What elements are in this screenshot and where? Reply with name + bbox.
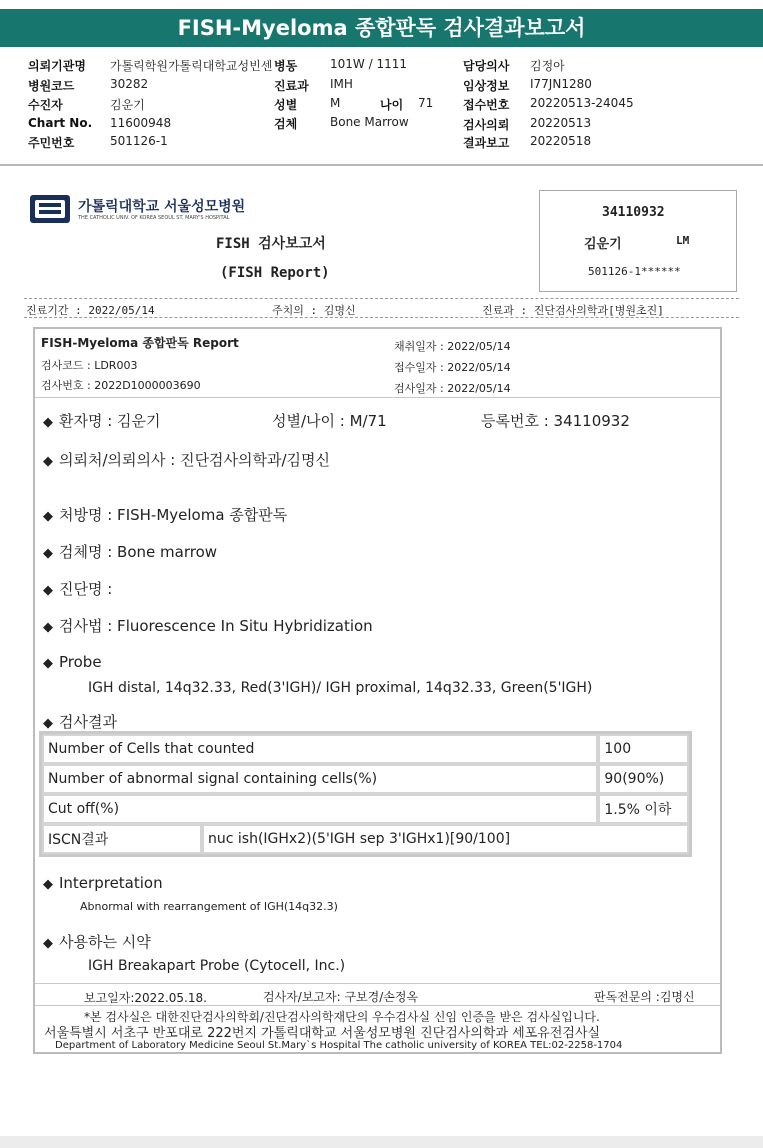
treatment-period: 진료기간 : 2022/05/14 — [26, 304, 155, 317]
address-en: Department of Laboratory Medicine Seoul St.Mary`s Hospital The catholic university of KOREA TEL:02-2258-1704 — [55, 1040, 623, 1051]
referral-row — [43, 449, 330, 470]
test-date: 검사일자 : 2022/05/14 — [394, 382, 511, 395]
specimen-row — [43, 541, 217, 562]
header-label: 진료과 — [274, 79, 309, 93]
header-label: 접수번호 — [463, 98, 510, 112]
tester: 검사자/보고자: 구보경/손정옥 — [263, 990, 419, 1004]
divider — [35, 397, 720, 398]
header-label: 검체 — [274, 117, 298, 131]
report-name: FISH-Myeloma 종합판독 Report — [41, 336, 239, 350]
patient-tag: LM — [676, 234, 690, 247]
header-value: I77JN1280 — [530, 77, 592, 91]
specialist: 판독전문의 :김명신 — [594, 990, 695, 1004]
receipt-date: 접수일자 : 2022/05/14 — [394, 361, 511, 374]
method-row — [43, 615, 373, 636]
referral-text: 의뢰처/의뢰의사 : 진단검사의학과/김명신 — [59, 451, 331, 469]
diamond-icon: ◆ — [43, 509, 53, 524]
iscn-label: ISCN결과 — [42, 824, 202, 854]
diagnosis-row — [43, 578, 112, 599]
report-date: 보고일자:2022.05.18. — [84, 991, 207, 1005]
divider — [0, 164, 763, 166]
diamond-icon: ◆ — [43, 716, 53, 731]
diamond-icon: ◆ — [43, 877, 53, 892]
table-row — [42, 764, 689, 794]
header-label: 나이 — [380, 98, 404, 112]
header-value: M — [330, 96, 341, 110]
interpretation-text: Abnormal with rearrangement of IGH(14q32.3) — [80, 900, 338, 913]
patient-id-box — [539, 190, 737, 292]
header-label: 임상정보 — [463, 79, 510, 93]
bottom-strip — [0, 1136, 763, 1148]
address-kr: 서울특별시 서초구 반포대로 222번지 가톨릭대학교 서울성모병원 진단검사의학과 세포유전검사실 — [44, 1026, 601, 1041]
hospital-name: 가톨릭대학교 서울성모병원 — [78, 199, 246, 215]
divider — [35, 983, 720, 984]
header-value: 501126-1 — [110, 134, 168, 148]
header-value: 20220513-24045 — [530, 96, 634, 110]
header-value: Bone Marrow — [330, 115, 409, 129]
header-label: 수진자 — [28, 98, 63, 112]
prescription-row — [43, 504, 287, 525]
probe-row — [43, 653, 102, 671]
reagent-title: 사용하는 시약 — [59, 933, 151, 951]
result-title: 검사결과 — [59, 713, 117, 731]
header-value: 20220518 — [530, 134, 592, 148]
table-row — [42, 734, 689, 764]
header-value: 가톨릭학원가톨릭대학교성빈센 — [110, 59, 273, 73]
table-row — [42, 824, 689, 854]
test-number: 검사번호 : 2022D1000003690 — [41, 379, 201, 392]
patient-name: 김운기 — [584, 237, 622, 252]
divider — [35, 1005, 720, 1006]
patient-name-row — [43, 410, 161, 431]
result-label: Number of abnormal signal containing cells(%) — [42, 764, 598, 794]
header-value: 김정아 — [530, 59, 565, 73]
header-label: 성별 — [274, 98, 298, 112]
prescription-text: 처방명 : FISH-Myeloma 종합판독 — [59, 506, 288, 524]
header-value: 71 — [418, 96, 434, 110]
probe-title: Probe — [59, 653, 102, 671]
header-label: 주민번호 — [28, 136, 75, 150]
result-value: 1.5% 이하 — [598, 794, 689, 824]
patient-sex-age: 성별/나이 : M/71 — [272, 412, 387, 430]
report-title: FISH-Myeloma 종합판독 검사결과보고서 — [0, 9, 763, 47]
specimen-text: 검체명 : Bone marrow — [59, 543, 218, 561]
test-code: 검사코드 : LDR003 — [41, 359, 138, 372]
diamond-icon: ◆ — [43, 583, 53, 598]
hospital-logo — [30, 195, 70, 223]
method-text: 검사법 : Fluorescence In Situ Hybridization — [59, 617, 373, 635]
attending-doctor: 주치의 : 김명신 — [272, 304, 356, 317]
hospital-subname: THE CATHOLIC UNIV. OF KOREA SEOUL ST. MARY'S HOSPITAL — [78, 215, 230, 221]
collection-date: 채취일자 : 2022/05/14 — [394, 340, 511, 353]
header-label: 병원코드 — [28, 79, 75, 93]
divider — [24, 298, 739, 299]
reg-number: 34110932 — [602, 205, 665, 220]
patient-reg-number: 등록번호 : 34110932 — [481, 412, 630, 430]
header-label: 결과보고 — [463, 136, 510, 150]
header-value: 20220513 — [530, 116, 592, 130]
header-value: 101W / 1111 — [330, 57, 407, 71]
diamond-icon: ◆ — [43, 620, 53, 635]
patient-name-text: 환자명 : 김운기 — [59, 412, 161, 430]
iscn-value: nuc ish(IGHx2)(5'IGH sep 3'IGHx1)[90/100] — [202, 824, 689, 854]
certification-note: *본 검사실은 대한진단검사의학회/진단검사의학재단의 우수검사실 신임 인증을 받은 검사실입니다. — [84, 1010, 600, 1024]
diamond-icon: ◆ — [43, 454, 53, 469]
reagent-text: IGH Breakapart Probe (Cytocell, Inc.) — [88, 958, 346, 974]
diamond-icon: ◆ — [43, 415, 53, 430]
header-label: 의뢰기관명 — [28, 59, 86, 73]
interpretation-row — [43, 874, 163, 892]
report-title-en: (FISH Report) — [220, 265, 330, 281]
department: 진료과 : 진단검사의학과[병원초진] — [482, 304, 664, 317]
diamond-icon: ◆ — [43, 936, 53, 951]
report-title-kr: FISH 검사보고서 — [216, 236, 326, 252]
header-value: 11600948 — [110, 116, 172, 130]
divider — [24, 317, 739, 318]
result-label: Number of Cells that counted — [42, 734, 598, 764]
patient-rrn: 501126-1****** — [588, 265, 681, 278]
header-label: Chart No. — [28, 116, 93, 130]
reagent-row — [43, 931, 151, 952]
header-value: 30282 — [110, 77, 149, 91]
header-value: 김운기 — [110, 98, 145, 112]
interpretation-title: Interpretation — [59, 874, 163, 892]
result-table — [39, 731, 692, 857]
table-row — [42, 794, 689, 824]
result-value: 90(90%) — [598, 764, 689, 794]
header-label: 검사의뢰 — [463, 118, 510, 132]
result-value: 100 — [598, 734, 689, 764]
probe-text: IGH distal, 14q32.33, Red(3'IGH)/ IGH proximal, 14q32.33, Green(5'IGH) — [88, 680, 593, 696]
diagnosis-text: 진단명 : — [59, 580, 113, 598]
header-label: 담당의사 — [463, 59, 510, 73]
diamond-icon: ◆ — [43, 656, 53, 671]
diamond-icon: ◆ — [43, 546, 53, 561]
result-label: Cut off(%) — [42, 794, 598, 824]
result-title-row — [43, 711, 117, 732]
header-value: IMH — [330, 77, 353, 91]
header-label: 병동 — [274, 59, 298, 73]
